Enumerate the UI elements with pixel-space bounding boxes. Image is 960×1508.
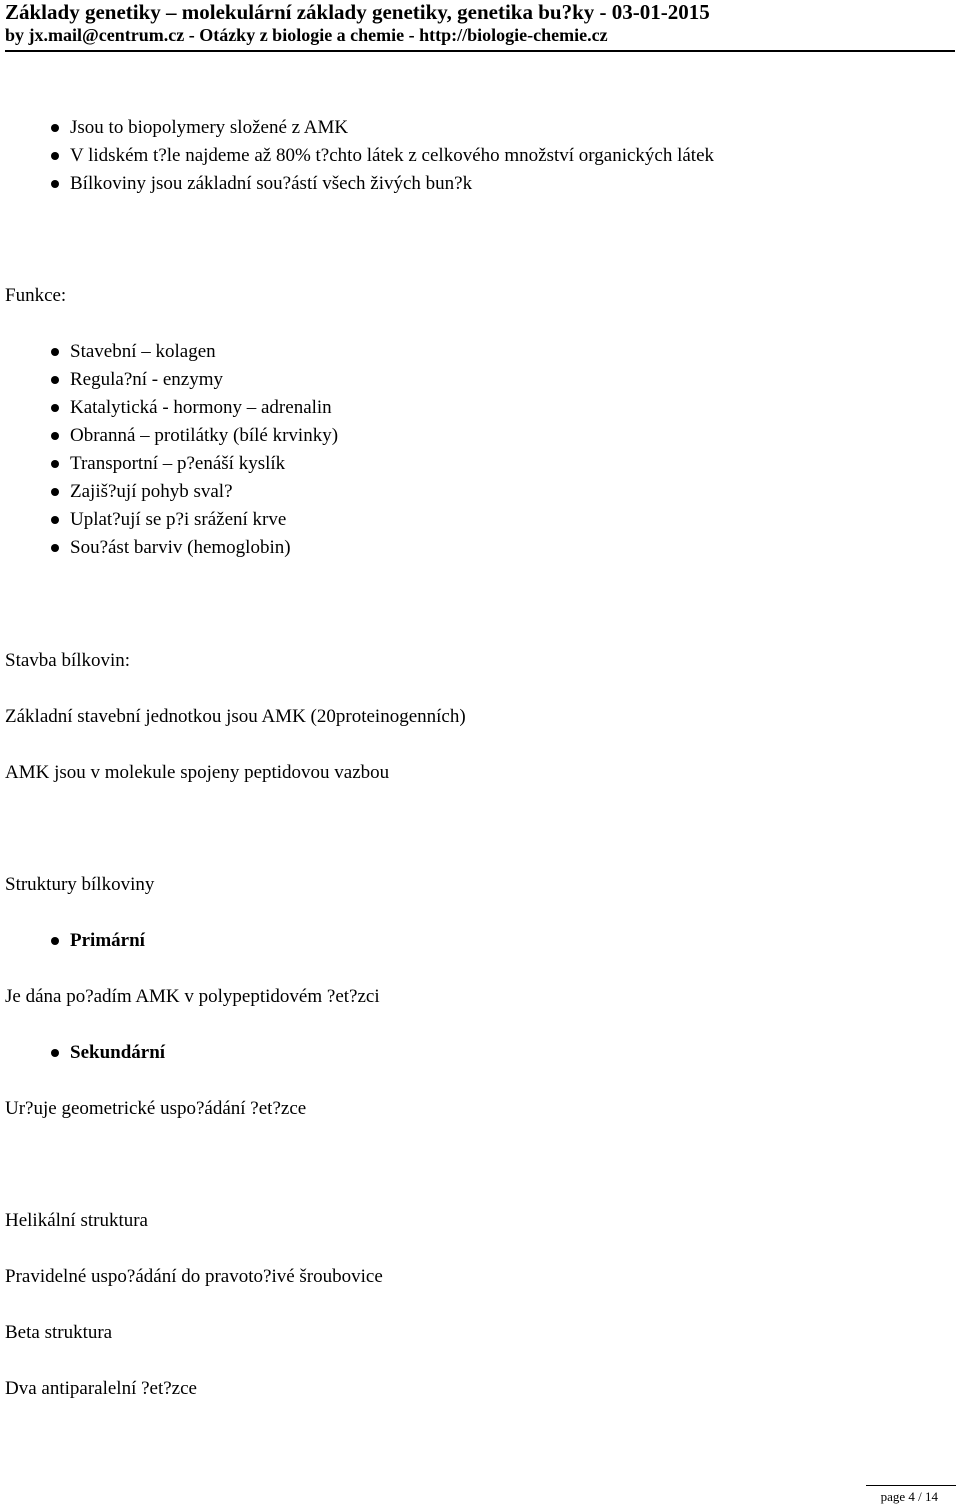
secondary-list [5, 1039, 165, 1067]
list-item: Primární [5, 927, 145, 955]
structure-paragraph: Základní stavební jednotkou jsou AMK (20proteinogenních) [5, 706, 466, 727]
list-item: Sekundární [5, 1039, 165, 1067]
list-item: Regula?ní - enzymy [5, 366, 338, 394]
bullet-icon [51, 488, 59, 496]
list-item: Jsou to biopolymery složené z AMK [5, 114, 714, 142]
structure-heading: Stavba bílkovin: [5, 650, 131, 671]
list-item: Bílkoviny jsou základní sou?ástí všech živých bun?k [5, 170, 714, 198]
structures-heading: Struktury bílkoviny [5, 874, 155, 895]
helix-heading: Helikální struktura [5, 1210, 148, 1231]
primary-description: Je dána po?adím AMK v polypeptidovém ?et?zci [5, 986, 380, 1007]
header-divider [5, 50, 955, 52]
document-title: Základy genetiky – molekulární základy genetiky, genetika bu?ky - 03-01-2015 [5, 0, 710, 24]
beta-heading: Beta struktura [5, 1322, 113, 1343]
helix-description: Pravidelné uspo?ádání do pravoto?ivé šroubovice [5, 1266, 383, 1287]
bullet-icon [51, 516, 59, 524]
functions-list [5, 338, 338, 562]
bullet-icon [51, 937, 59, 945]
bullet-icon [51, 152, 59, 160]
bullet-icon [51, 376, 59, 384]
list-item: Stavební – kolagen [5, 338, 338, 366]
list-item: Uplat?ují se p?i srážení krve [5, 506, 338, 534]
list-item: Zajiš?ují pohyb sval? [5, 478, 338, 506]
list-item: V lidském t?le najdeme až 80% t?chto látek z celkového množství organických látek [5, 142, 714, 170]
bullet-icon [51, 460, 59, 468]
intro-list [5, 114, 714, 198]
footer-divider [866, 1485, 956, 1486]
document-byline: by jx.mail@centrum.cz - Otázky z biologie a chemie - http://biologie-chemie.cz [5, 25, 608, 45]
bullet-icon [51, 404, 59, 412]
structure-paragraph: AMK jsou v molekule spojeny peptidovou vazbou [5, 762, 390, 783]
list-item: Obranná – protilátky (bílé krvinky) [5, 422, 338, 450]
page-header [5, 0, 955, 46]
bullet-icon [51, 124, 59, 132]
bullet-icon [51, 432, 59, 440]
beta-description: Dva antiparalelní ?et?zce [5, 1378, 197, 1399]
primary-list [5, 927, 145, 955]
secondary-description: Ur?uje geometrické uspo?ádání ?et?zce [5, 1098, 307, 1119]
page-number: page 4 / 14 [880, 1489, 938, 1504]
bullet-icon [51, 180, 59, 188]
list-item: Katalytická - hormony – adrenalin [5, 394, 338, 422]
list-item: Transportní – p?enáší kyslík [5, 450, 338, 478]
functions-heading: Funkce: [5, 285, 67, 306]
bullet-icon [51, 544, 59, 552]
bullet-icon [51, 348, 59, 356]
bullet-icon [51, 1049, 59, 1057]
list-item: Sou?ást barviv (hemoglobin) [5, 534, 338, 562]
